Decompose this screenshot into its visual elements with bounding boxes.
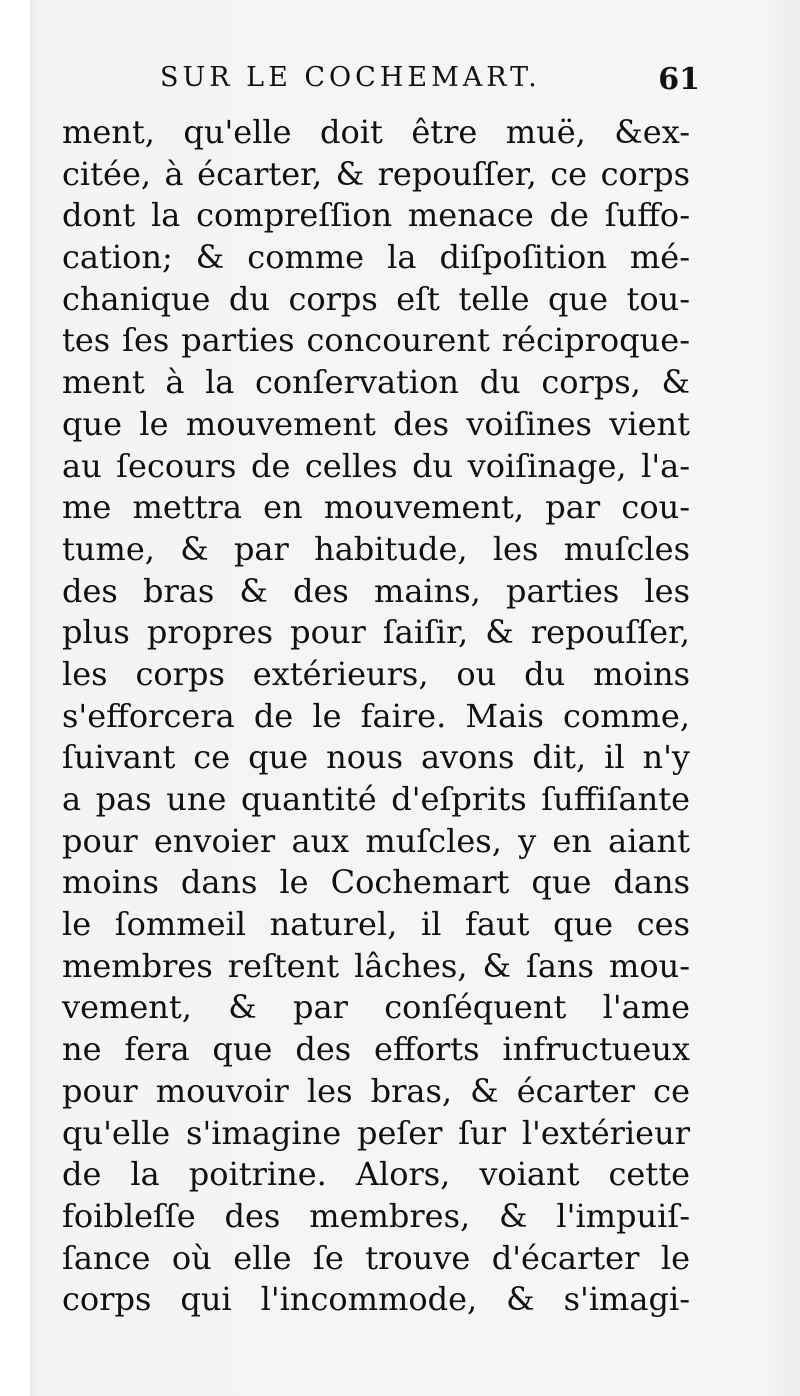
text-line: le ſommeil naturel, il faut que ces	[62, 905, 690, 944]
text-line: tume, & par habitude, les muſcles	[62, 529, 690, 568]
text-line: foibleſſe des membres, & l'impuiſ-	[62, 1196, 690, 1235]
text-line: membres reſtent lâches, & ſans mou-	[62, 946, 690, 985]
text-line: les corps extérieurs, ou du moins	[62, 654, 690, 693]
text-line: ment, qu'elle doit être muë, &ex-	[62, 113, 690, 151]
text-line: ne fera que des efforts infructueux	[62, 1030, 690, 1069]
text-line: des bras & des mains, parties les	[62, 571, 690, 610]
text-line: dont la compreſſion menace de ſuffo-	[62, 196, 690, 235]
text-line: a pas une quantité d'eſprits ſuffiſante	[62, 780, 690, 818]
text-line: ſuivant ce que nous avons dit, il n'y	[62, 738, 690, 777]
text-line: me mettra en mouvement, par cou-	[62, 488, 690, 527]
text-line: au ſecours de celles du voiſinage, l'a-	[62, 446, 690, 485]
page-number: 61	[658, 62, 700, 97]
text-line: qu'elle s'imagine peſer ſur l'extérieur	[62, 1113, 690, 1152]
text-line: moins dans le Cochemart que dans	[62, 863, 690, 902]
text-line: s'efforcera de le faire. Mais comme,	[62, 696, 690, 735]
text-line: chanique du corps eſt telle que tou-	[62, 279, 690, 318]
text-line: pour envoier aux muſcles, y en aiant	[62, 821, 690, 860]
page-margin	[0, 0, 30, 1396]
running-head-title: SUR LE COCHEMART.	[160, 62, 541, 93]
text-line: ment à la conſervation du corps, &	[62, 363, 690, 402]
running-head	[160, 62, 700, 102]
body-text	[62, 112, 690, 1321]
text-line: que le mouvement des voiſines vient	[62, 404, 690, 443]
text-line: pour mouvoir les bras, & écarter ce	[62, 1071, 690, 1110]
text-line: citée, à écarter, & repouſſer, ce corps	[62, 154, 690, 193]
text-line: de la poitrine. Alors, voiant cette	[62, 1155, 690, 1194]
text-line: corps qui l'incommode, & s'imagi-	[62, 1280, 690, 1319]
text-line: tes ſes parties concourent réciproque-	[62, 321, 690, 360]
text-line: cation; & comme la diſpoſition mé-	[62, 238, 690, 277]
text-line: vement, & par conſéquent l'ame	[62, 988, 690, 1027]
text-line: ſance où elle ſe trouve d'écarter le	[62, 1238, 690, 1277]
text-line: plus propres pour ſaiſir, & repouſſer,	[62, 613, 690, 652]
